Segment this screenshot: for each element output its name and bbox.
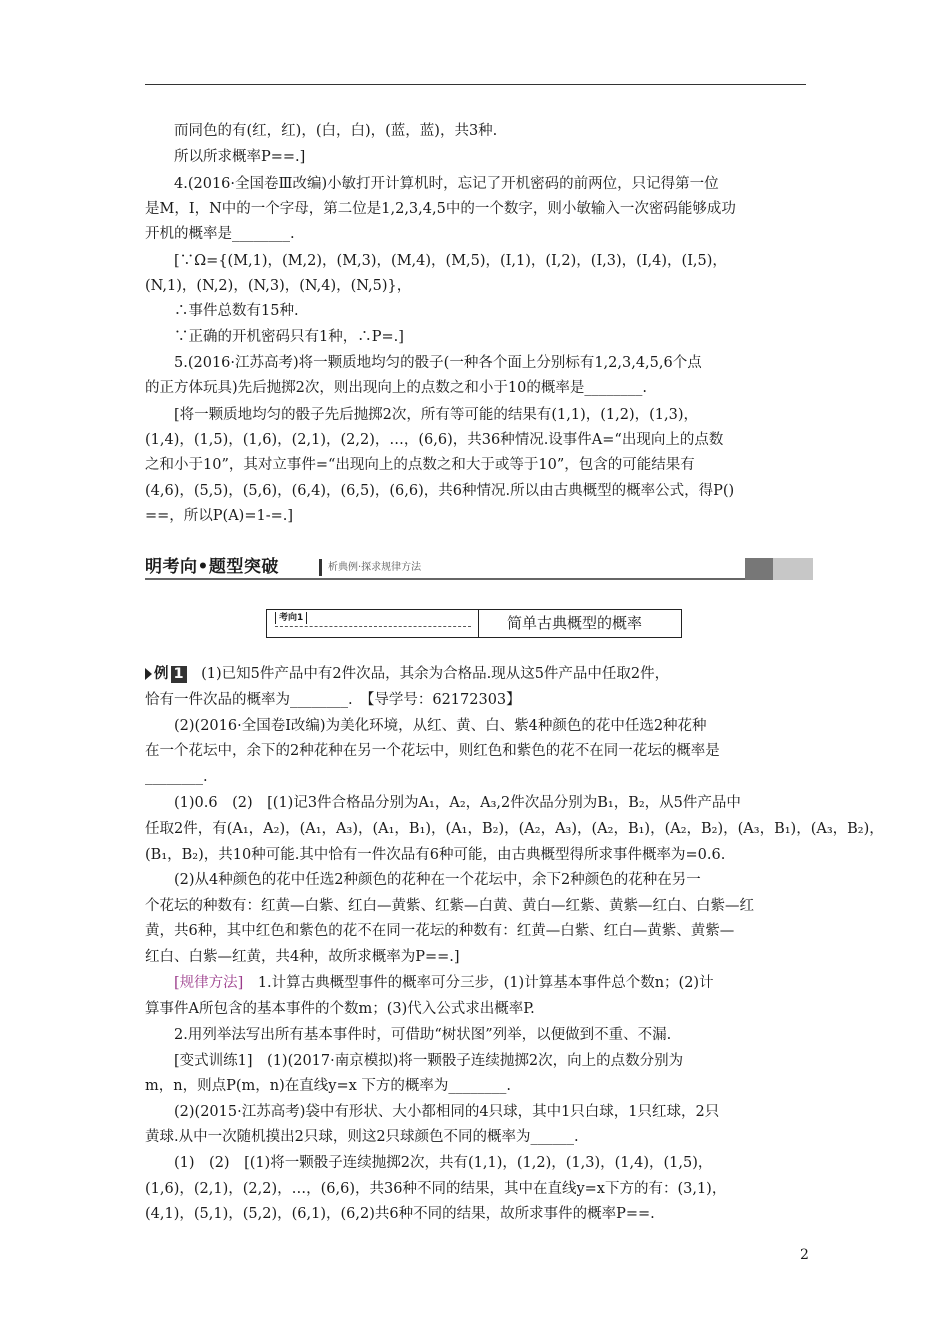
topic-dashed-line bbox=[275, 626, 471, 627]
method-label: [规律方法] bbox=[174, 975, 244, 991]
text-line: 个花坛的种数有：红黄—白紫、红白—黄紫、红紫—白黄、黄白—红紫、黄紫—红白、白紫—红 bbox=[145, 898, 754, 914]
text-line: 的正方体玩具)先后抛掷2次，则出现向上的点数之和小于10的概率是________. bbox=[145, 380, 647, 396]
text-line: 4.(2016·全国卷Ⅲ改编)小敏打开计算机时，忘记了开机密码的前两位，只记得第一位 bbox=[145, 176, 719, 192]
example-badge-text: 例 bbox=[154, 666, 169, 682]
text-line: ∴事件总数有15种. bbox=[145, 303, 299, 319]
topic-label: 简单古典概型的概率 bbox=[507, 614, 643, 632]
section-header bbox=[145, 556, 813, 582]
text-line: 在一个花坛中，余下的2种花种在另一个花坛中，则红色和紫色的花不在同一花坛的概率是 bbox=[145, 743, 720, 759]
page-number: 2 bbox=[800, 1247, 809, 1263]
section-light-block bbox=[773, 558, 813, 580]
section-separator bbox=[319, 559, 322, 576]
text-line: ==，所以P(A)=1-=.] bbox=[145, 508, 294, 524]
text-line: [变式训练1] (1)(2017·南京模拟)将一颗骰子连续抛掷2次，向上的点数分别为 bbox=[145, 1053, 684, 1069]
text-line: 所以所求概率P==.] bbox=[145, 149, 306, 165]
section-title: 明考向•题型突破 bbox=[145, 557, 279, 577]
text-line: (4,6)，(5,5)，(5,6)，(6,4)，(6,5)，(6,6)，共6种情况.所以由古典概型的概率公式，得P() bbox=[145, 483, 735, 499]
text-line: (1,6)，(2,1)，(2,2)，…，(6,6)，共36种不同的结果，其中在直线y=x下方的有：(3,1)， bbox=[145, 1181, 727, 1197]
text-line: ________. bbox=[145, 769, 208, 785]
text-line: 5.(2016·江苏高考)将一颗质地均匀的骰子(一种各个面上分别标有1,2,3,4,5,6个点 bbox=[145, 355, 702, 371]
example-line bbox=[145, 664, 810, 684]
text-line: 红白、白紫—红黄，共4种，故所求概率为P==.] bbox=[145, 949, 460, 965]
triangle-icon bbox=[145, 668, 152, 680]
example-first-line: (1)已知5件产品中有2件次品，其余为合格品.现从这5件产品中任取2件， bbox=[186, 666, 670, 682]
section-dark-block bbox=[745, 558, 773, 580]
topic-tag-area bbox=[267, 610, 479, 637]
example-badge-number: 1 bbox=[171, 666, 187, 683]
text-line: 开机的概率是________. bbox=[145, 226, 295, 242]
text-line: 黄球.从中一次随机摸出2只球，则这2只球颜色不同的概率为______. bbox=[145, 1129, 579, 1145]
text-line: (1)0.6 (2) [(1)记3件合格品分别为A₁，A₂，A₃,2件次品分别为B₁，B₂，从5件产品中 bbox=[145, 795, 741, 811]
method-line bbox=[145, 973, 810, 993]
topic-tag: 考向1 bbox=[275, 612, 307, 624]
method-first-line: 1.计算古典概型事件的概率可分三步，(1)计算基本事件总个数n；(2)计 bbox=[243, 975, 714, 991]
text-line: [∵Ω={(M,1)，(M,2)，(M,3)，(M,4)，(M,5)，(I,1)，(I,2)，(I,3)，(I,4)，(I,5)， bbox=[145, 253, 727, 269]
text-line: (1,4)，(1,5)，(1,6)，(2,1)，(2,2)，…，(6,6)，共36种情况.设事件A=“出现向上的点数 bbox=[145, 432, 724, 448]
example-badge bbox=[145, 664, 187, 684]
text-line: (N,1)，(N,2)，(N,3)，(N,4)，(N,5)}， bbox=[145, 278, 412, 294]
text-line: ∵正确的开机密码只有1种，∴P=.] bbox=[145, 329, 404, 345]
text-line: m，n，则点P(m，n)在直线y=x 下方的概率为________. bbox=[145, 1078, 511, 1094]
section-subtitle: 析典例·探求规律方法 bbox=[328, 562, 422, 573]
text-line: [将一颗质地均匀的骰子先后抛掷2次，所有等可能的结果有(1,1)，(1,2)，(1,3)， bbox=[145, 407, 699, 423]
text-line: 黄，共6种，其中红色和紫色的花不在同一花坛的种数有：红黄—白紫、红白—黄紫、黄紫— bbox=[145, 923, 735, 939]
text-line: 恰有一件次品的概率为________. 【导学号：62172303】 bbox=[145, 692, 521, 708]
text-line: 是M，I，N中的一个字母，第二位是1,2,3,4,5中的一个数字，则小敏输入一次密码能够成功 bbox=[145, 201, 736, 217]
text-line: 之和小于10”，其对立事件=“出现向上的点数之和大于或等于10”，包含的可能结果有 bbox=[145, 457, 695, 473]
text-line: (2)(2015·江苏高考)袋中有形状、大小都相同的4只球，其中1只白球，1只红球，2只 bbox=[145, 1104, 720, 1120]
text-line: (1) (2) [(1)将一颗骰子连续抛掷2次，共有(1,1)，(1,2)，(1,3)，(1,4)，(1,5)， bbox=[145, 1155, 713, 1171]
text-line: (4,1)，(5,1)，(5,2)，(6,1)，(6,2)共6种不同的结果，故所求事件的概率P==. bbox=[145, 1206, 655, 1222]
text-line: (B₁，B₂)，共10种可能.其中恰有一件次品有6种可能，由古典概型得所求事件概率为=0.6. bbox=[145, 847, 726, 863]
topic-direction-box bbox=[266, 609, 682, 638]
text-line: (2)(2016·全国卷Ⅰ改编)为美化环境，从红、黄、白、紫4种颜色的花中任选2种花种 bbox=[145, 718, 707, 734]
text-line: (2)从4种颜色的花中任选2种颜色的花种在一个花坛中，余下2种颜色的花种在另一 bbox=[145, 872, 701, 888]
text-line: 算事件A所包含的基本事件的个数m；(3)代入公式求出概率P. bbox=[145, 1001, 535, 1017]
text-line: 任取2件，有(A₁，A₂)，(A₁，A₃)，(A₁，B₁)，(A₁，B₂)，(A₂，A₃)，(A₂，B₁)，(A₂，B₂)，(A₃，B₁)，(A₃，B₂)， bbox=[145, 821, 884, 837]
text-line: 2.用列举法写出所有基本事件时，可借助“树状图”列举，以便做到不重、不漏. bbox=[145, 1027, 672, 1043]
section-underline bbox=[145, 578, 745, 580]
header-rule bbox=[145, 84, 806, 85]
text-line: 而同色的有(红，红)，(白，白)，(蓝，蓝)，共3种. bbox=[145, 123, 498, 139]
